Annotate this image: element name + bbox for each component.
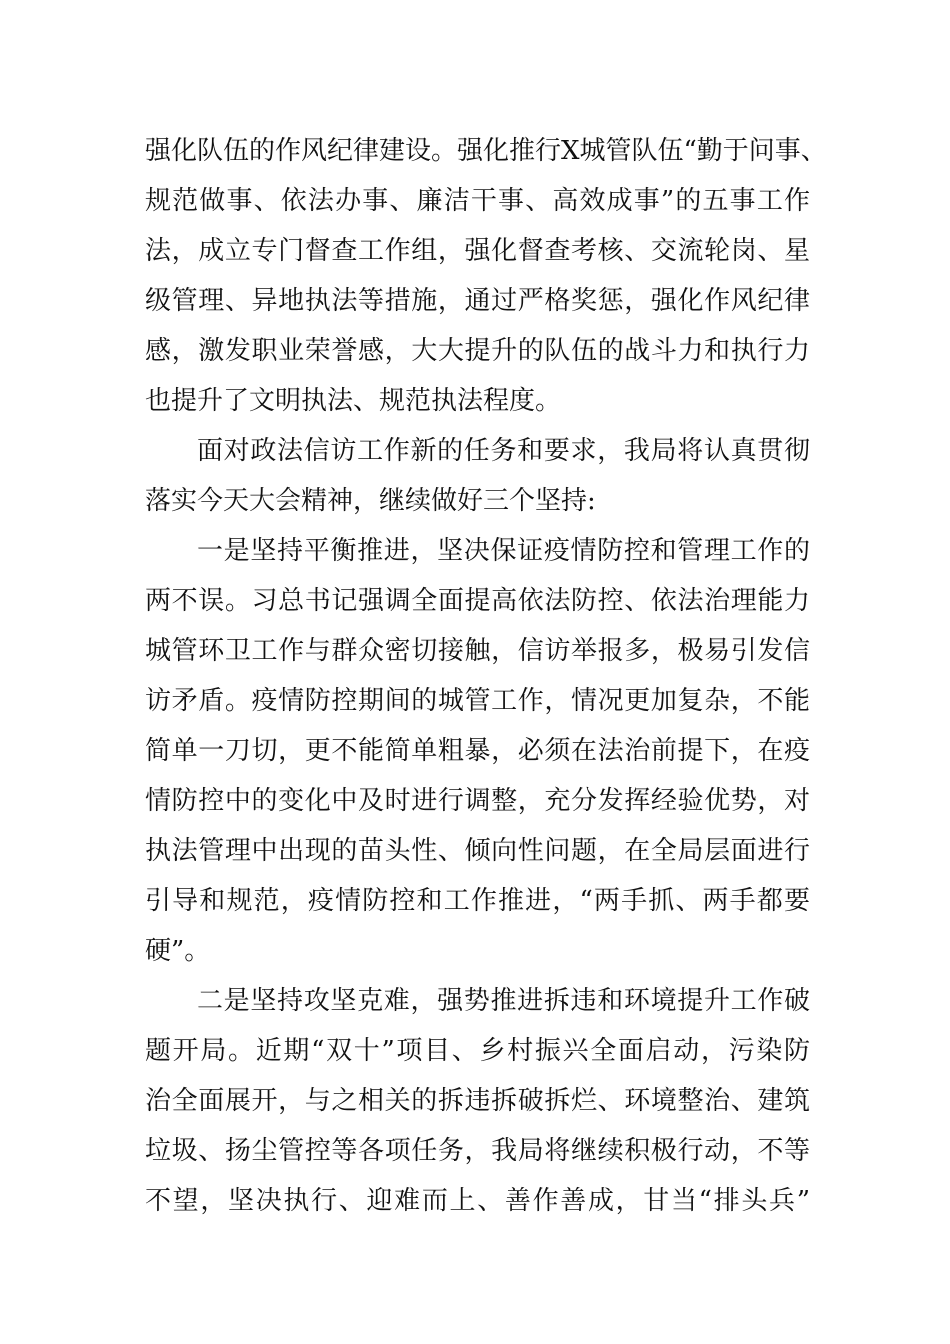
text-line: 城管环卫工作与群众密切接触，信访举报多，极易引发信 <box>145 636 810 666</box>
text-line: 级管理、异地执法等措施，通过严格奖惩，强化作风纪律 <box>145 286 810 316</box>
text-line: 感，激发职业荣誉感，大大提升的队伍的战斗力和执行力 <box>145 336 810 366</box>
text-line: 题开局。近期“双十”项目、乡村振兴全面启动，污染防 <box>145 1036 810 1066</box>
text-line: 执法管理中出现的苗头性、倾向性问题，在全局层面进行 <box>145 836 810 866</box>
text-line: 引导和规范，疫情防控和工作推进，“两手抓、两手都要 <box>145 886 810 916</box>
text-line: 垃圾、扬尘管控等各项任务，我局将继续积极行动，不等 <box>145 1136 810 1166</box>
text-line: 简单一刀切，更不能简单粗暴，必须在法治前提下，在疫 <box>145 736 810 766</box>
text-line: 也提升了文明执法、规范执法程度。 <box>145 386 562 416</box>
text-line: 访矛盾。疫情防控期间的城管工作，情况更加复杂，不能 <box>145 686 810 716</box>
text-line: 硬”。 <box>145 936 211 966</box>
paragraph-style-discipline <box>145 126 827 426</box>
text-line: 法，成立专门督查工作组，强化督查考核、交流轮岗、星 <box>145 236 810 266</box>
paragraph-intro-three-persistences <box>145 426 810 526</box>
text-line: 两不误。习总书记强调全面提高依法防控、依法治理能力 <box>145 586 810 616</box>
text-line: 规范做事、依法办事、廉洁干事、高效成事”的五事工作 <box>145 186 810 216</box>
text-line: 二是坚持攻坚克难，强势推进拆违和环境提升工作破 <box>197 986 810 1016</box>
paragraph-first-persistence <box>145 526 810 976</box>
text-line: 治全面展开，与之相关的拆违拆破拆烂、环境整治、建筑 <box>145 1086 810 1116</box>
text-line: 落实今天大会精神，继续做好三个坚持: <box>145 486 596 516</box>
text-line: 强化队伍的作风纪律建设。强化推行X城管队伍“勤于问事、 <box>145 136 827 166</box>
text-line: 面对政法信访工作新的任务和要求，我局将认真贯彻 <box>197 436 810 466</box>
text-line: 情防控中的变化中及时进行调整，充分发挥经验优势，对 <box>145 786 810 816</box>
paragraph-second-persistence <box>145 976 810 1226</box>
document-body <box>145 126 827 1226</box>
text-line: 不望，坚决执行、迎难而上、善作善成，甘当“排头兵” <box>145 1186 810 1216</box>
text-line: 一是坚持平衡推进，坚决保证疫情防控和管理工作的 <box>197 536 810 566</box>
